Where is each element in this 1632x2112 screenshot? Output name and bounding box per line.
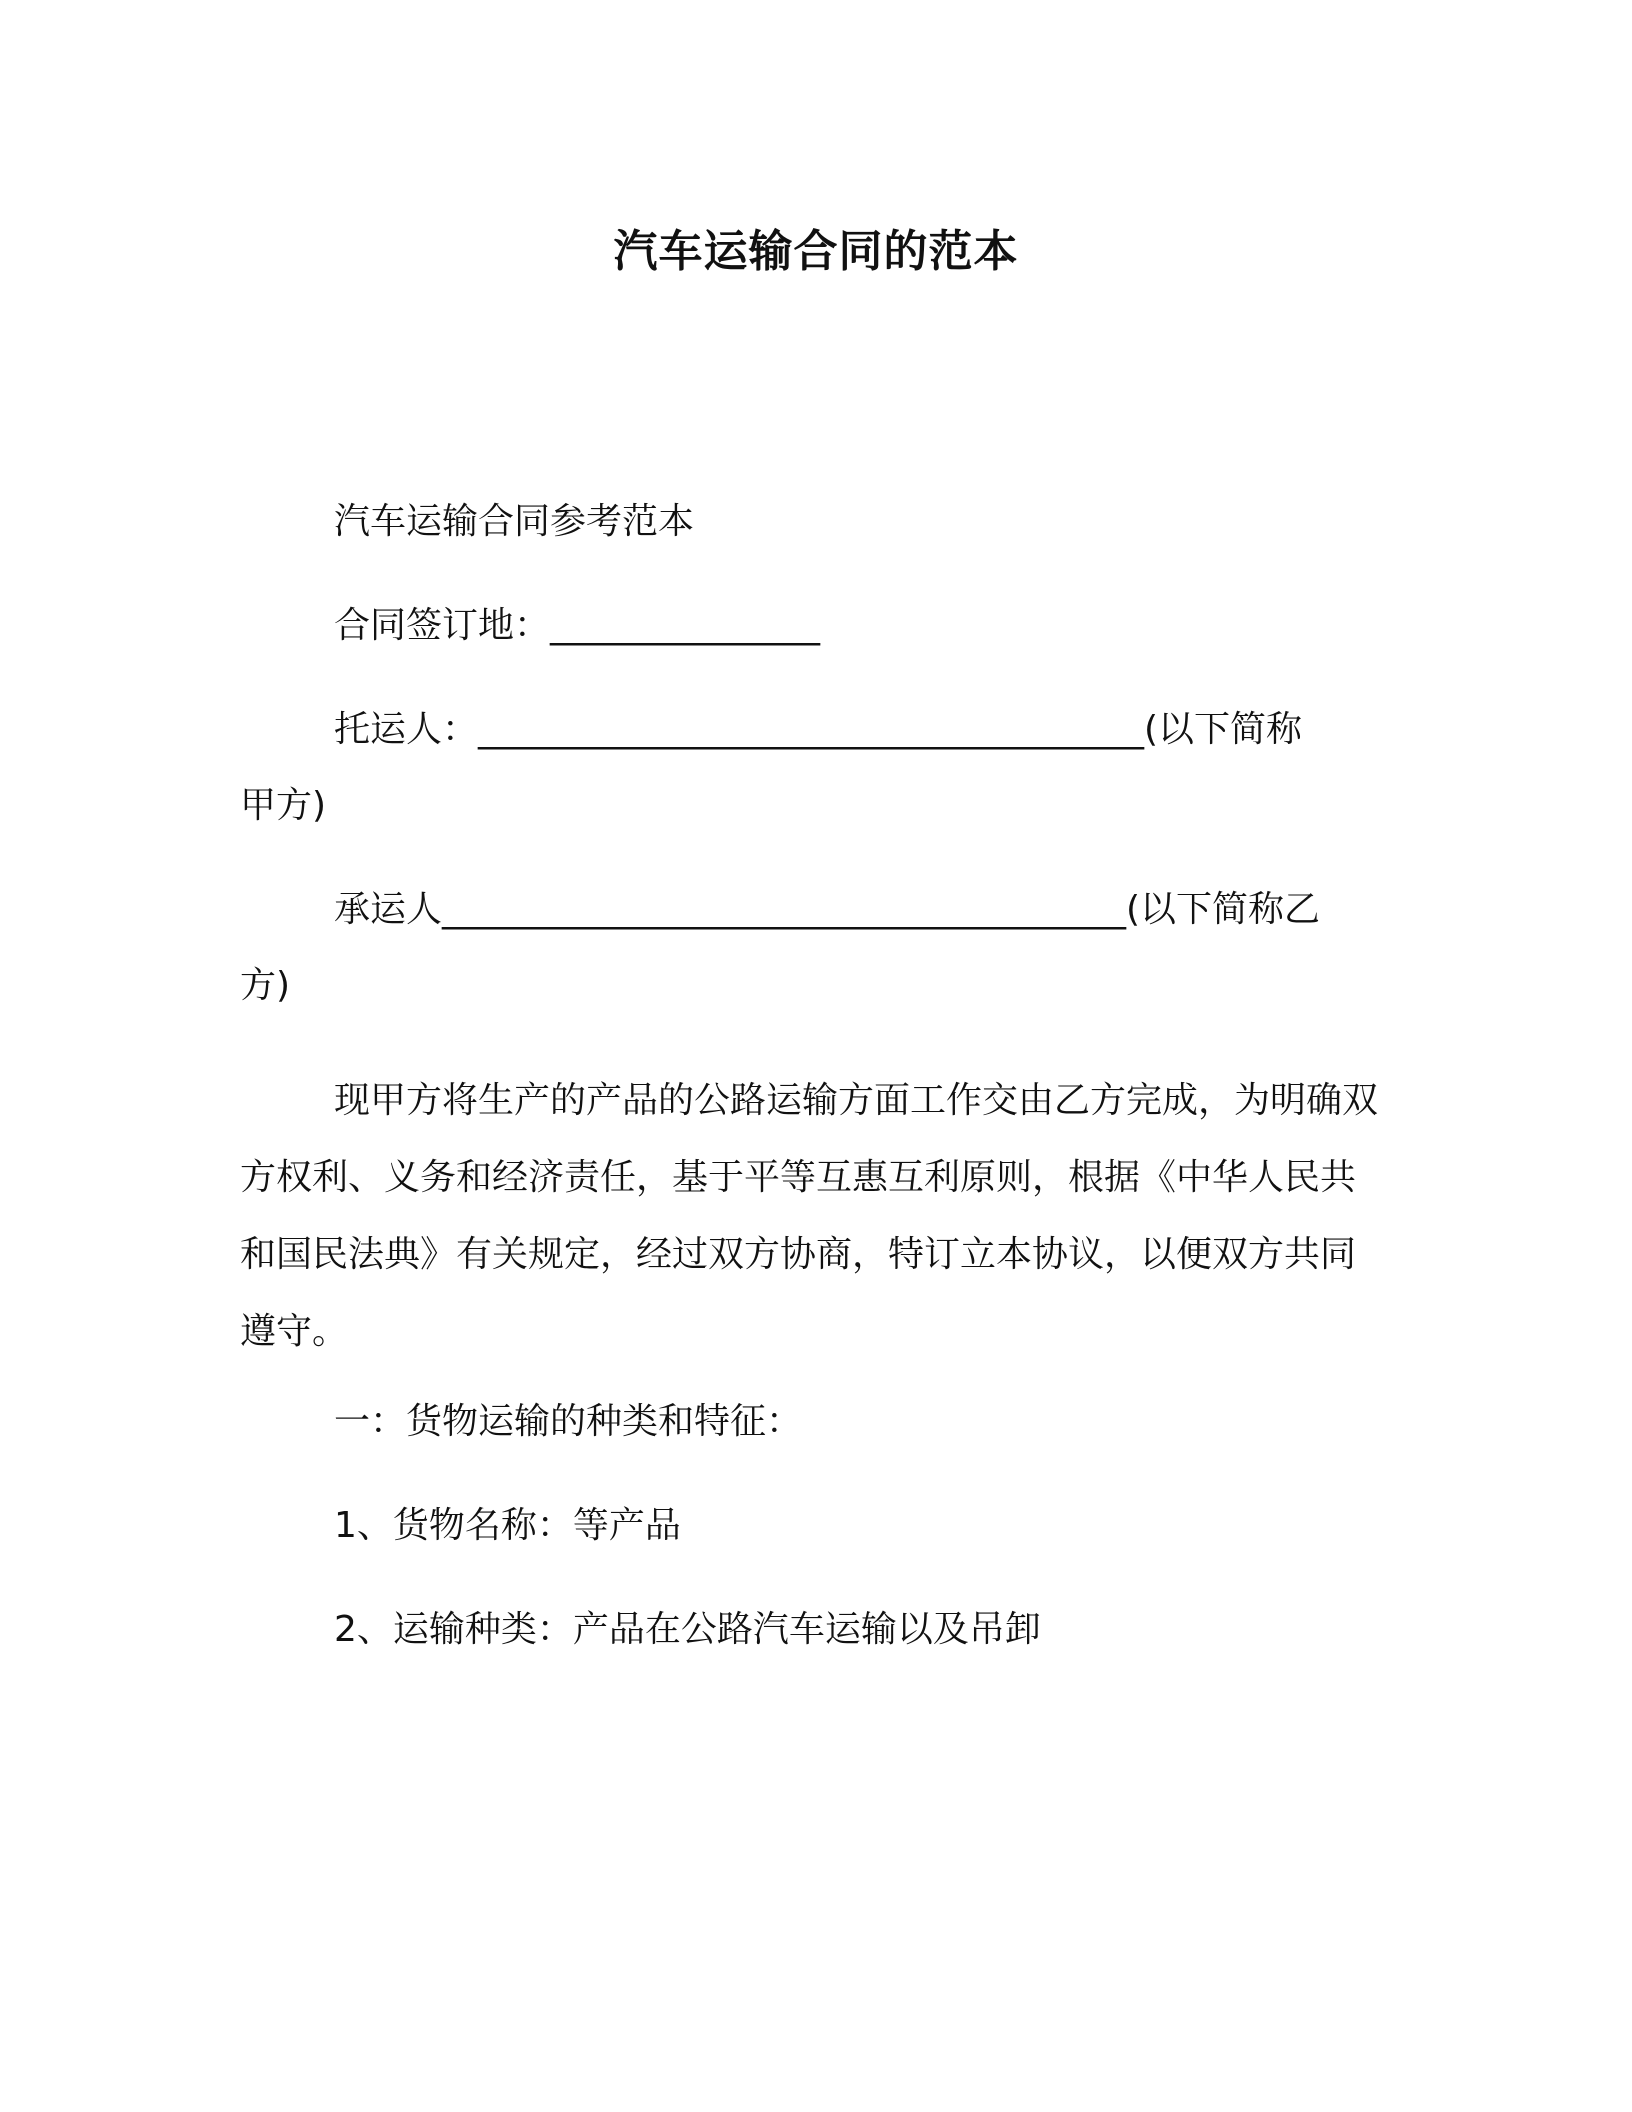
carrier-line-continued: 方) <box>240 965 291 1006</box>
document-title: 汽车运输合同的范本 <box>613 226 1019 277</box>
list-item-transport-type: 2、运输种类：产品在公路汽车运输以及吊卸 <box>334 1609 1041 1650</box>
carrier-line: 承运人______________________________________(以下简称乙 <box>334 889 1321 930</box>
signing-place-line: 合同签订地：_______________ <box>334 605 821 646</box>
section-heading: 一：货物运输的种类和特征： <box>334 1401 803 1442</box>
preamble-paragraph: 现甲方将生产的产品的公路运输方面工作交由乙方完成，为明确双方权利、义务和经济责任，基于平等互惠互利原则，根据《中华人民共和国民法典》有关规定，经过双方协商，特订立本协议，以便双方共同遵守。 <box>240 1080 1379 1352</box>
shipper-line: 托运人：_____________________________________(以下简称 <box>334 709 1303 750</box>
list-item-goods-name: 1、货物名称：等产品 <box>334 1505 681 1546</box>
shipper-line-continued: 甲方) <box>240 785 327 826</box>
document-subtitle: 汽车运输合同参考范本 <box>334 501 695 542</box>
